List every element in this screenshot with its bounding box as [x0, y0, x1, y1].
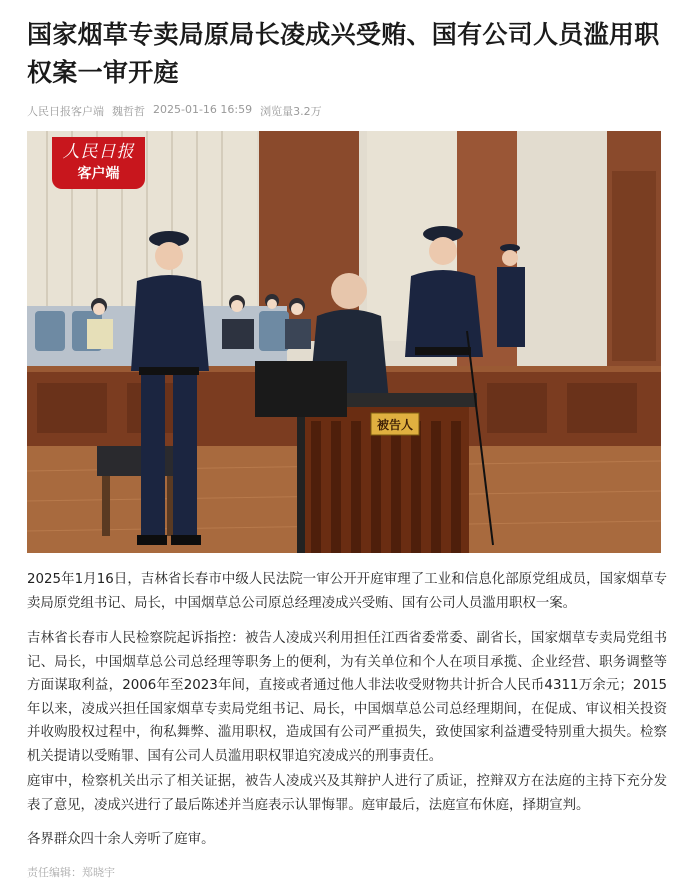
- article-title: 国家烟草专卖局原局长凌成兴受贿、国有公司人员滥用职权案一审开庭: [27, 20, 660, 87]
- editor-credit: 责任编辑：郑晓宇: [27, 866, 115, 879]
- article-datetime: 2025-01-16 16:59: [153, 103, 253, 116]
- paragraph-1: 2025年1月16日，吉林省长春市中级人民法院一审公开开庭审理了工业和信息化部原党组成员，国家烟草专卖局原党组书记、局长，中国烟草总公司原总经理凌成兴受贿、国有公司人员滥用职权一案。: [27, 572, 667, 611]
- logo-subtitle: 客户端: [77, 166, 120, 182]
- article-meta: [27, 103, 322, 119]
- defendant-sign: 被告人: [376, 418, 414, 432]
- paragraph-2: 吉林省长春市人民检察院起诉指控：被告人凌成兴利用担任江西省委常委、副省长，国家烟草专卖局党组书记、局长，中国烟草总公司总经理等职务上的便利，为有关单位和个人在项目承揽、企业经营、职务调整等方面谋取利益，2006年至2023年间，直接或者通过他人非法收受财物共计折合人民币4311万余元；2015年以来，凌成兴担任国家烟草专卖局党组书记、局长，中国烟草总公司总经理期间，在促成、审议相关投资并收购股权过程中，徇私舞弊、滥用职权，造成国有公司严重损失，致使国家利益遭受特别重大损失。检察机关提请以受贿罪、国有公司人员滥用职权罪追究凌成兴的刑事责任。: [27, 631, 667, 764]
- article-author: 魏哲哲: [112, 105, 145, 118]
- logo-name: 人民日报: [62, 142, 135, 162]
- courtroom-photo: [27, 131, 661, 553]
- paragraph-3: 庭审中，检察机关出示了相关证据，被告人凌成兴及其辩护人进行了质证，控辩双方在法庭的主持下充分发表了意见，凌成兴进行了最后陈述并当庭表示认罪悔罪。庭审最后，法庭宣布休庭，择期宣判。: [27, 774, 667, 813]
- newspaper-logo: [52, 137, 145, 189]
- courtroom-illustration: [27, 131, 661, 553]
- paragraph-4: 各界群众四十余人旁听了庭审。: [27, 832, 215, 847]
- article-source[interactable]: 人民日报客户端: [27, 105, 104, 118]
- article-views: 浏览量3.2万: [260, 105, 322, 118]
